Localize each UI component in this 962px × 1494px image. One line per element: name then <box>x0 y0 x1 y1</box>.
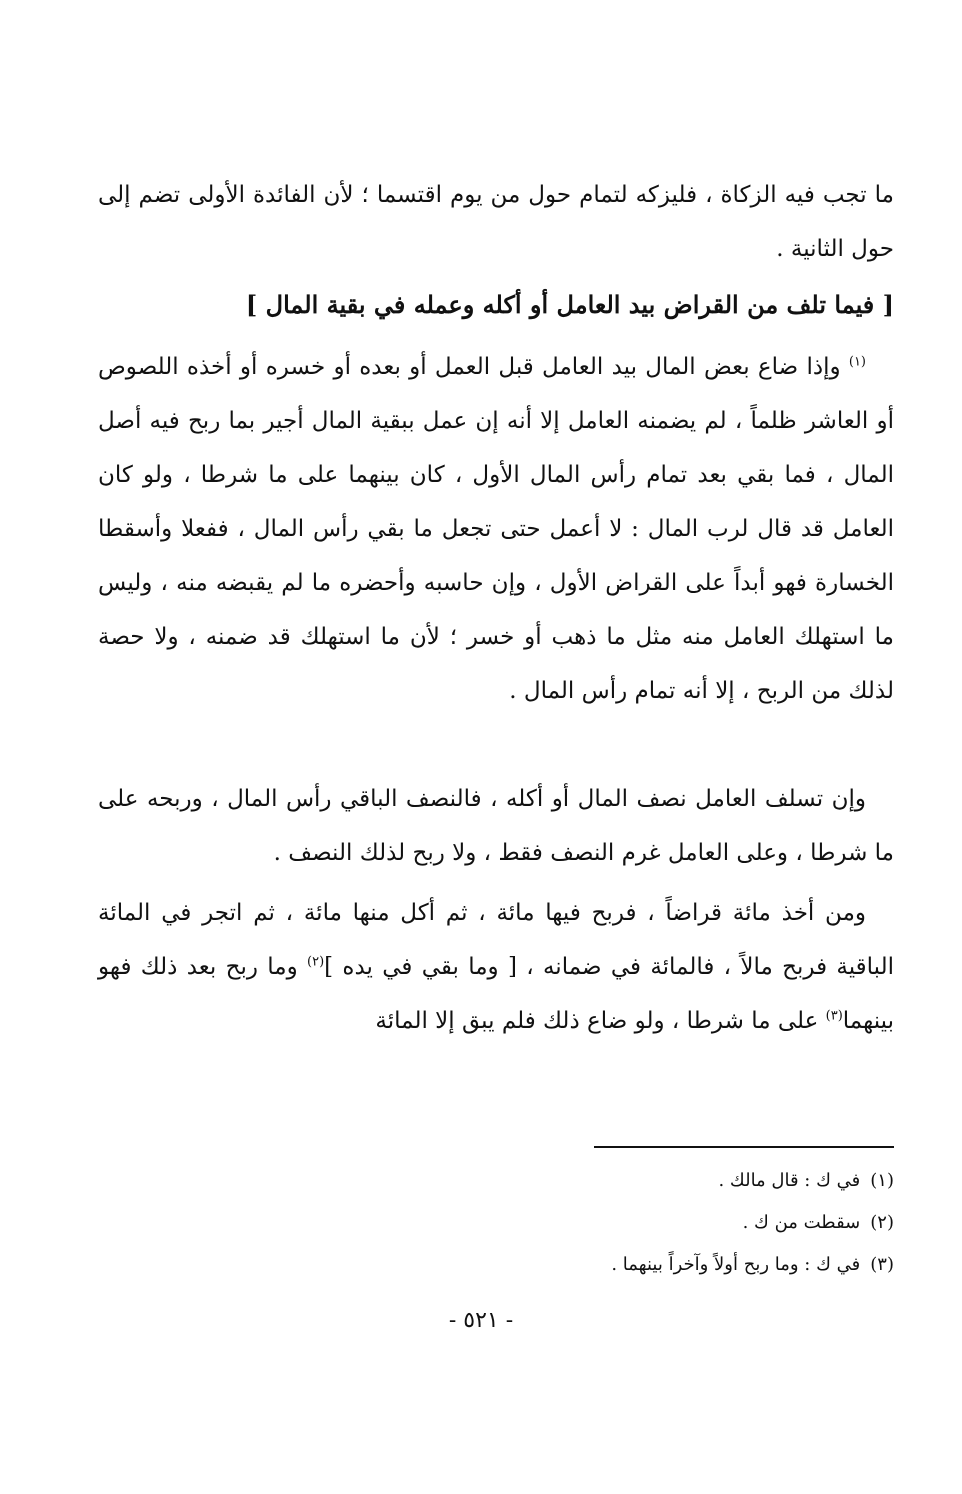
paragraph-borrowed-half <box>98 772 894 880</box>
footnote-ref-1[interactable]: (١) <box>848 354 866 370</box>
paragraph-text: على ما شرطا ، ولو ضاع ذلك فلم يبق إلا المائة <box>375 1008 826 1034</box>
paragraph-text: وإذا ضاع بعض المال بيد العامل قبل العمل أو بعده أو خسره أو أخذه اللصوص أو العاشر ظلماً ، لم يضمنه العامل إلا أنه إن عمل ببقية المال أجير بما ربح فيه أصل المال ، فما بقي بعد تمام رأس المال الأول ، كان بينهما على ما شرطا ، ولو كان العامل قد قال لرب المال : لا أعمل حتى تجعل ما بقي رأس المال ، ففعلا وأسقطا الخسارة فهو أبداً على القراض الأول ، وإن حاسبه وأحضره ما لم يقبضه منه ، وليس ما استهلك العامل منه مثل ما ذهب أو خسر ؛ لأن ما استهلك قد ضمنه ، ولا حصة لذلك من الربح ، إلا أنه تمام رأس المال . <box>98 354 894 704</box>
paragraph-hundred-example <box>98 886 894 1048</box>
footnote-text: في ك : وما ربح أولاً وآخراً بينهما . <box>611 1254 861 1275</box>
footnote-ref-2[interactable]: (٢) <box>307 954 325 970</box>
footnote-3 <box>98 1244 894 1286</box>
footnote-divider <box>594 1146 894 1148</box>
paragraph-text: ما تجب فيه الزكاة ، فليزكه لتمام حول من يوم اقتسما ؛ لأن الفائدة الأولى تضم إلى حول الثانية . <box>98 182 894 262</box>
paragraph-text: وما ربح بعد ذلك فهو بينهما <box>98 954 894 1034</box>
paragraph-continuation <box>98 168 894 276</box>
section-heading: [ فيما تلف من القراض بيد العامل أو أكله وعمله في بقية المال ] <box>245 290 894 319</box>
footnote-number: (١) <box>870 1170 894 1191</box>
footnote-1 <box>98 1160 894 1202</box>
page-number: - ٥٢١ - <box>448 1308 514 1333</box>
footnote-2 <box>98 1202 894 1244</box>
paragraph-text: وإن تسلف العامل نصف المال أو أكله ، فالنصف الباقي رأس المال ، وربحه على ما شرطا ، وعلى العامل غرم النصف فقط ، ولا ربح لذلك النصف . <box>98 786 894 866</box>
footnote-number: (٣) <box>870 1254 894 1275</box>
footnote-number: (٢) <box>870 1212 894 1233</box>
paragraph-text: ومن أخذ مائة قراضاً ، فربح فيها مائة ، ثم أكل منها مائة ، ثم اتجر في المائة الباقية فربح مالاً ، فالمائة في ضمانه ، [ وما بقي في يده ] <box>98 900 894 980</box>
footnote-ref-3[interactable]: (٣) <box>825 1008 843 1024</box>
footnote-text: سقطت من ك . <box>742 1212 861 1233</box>
footnote-text: في ك : قال مالك . <box>718 1170 861 1191</box>
footnotes <box>98 1160 894 1286</box>
paragraph-lost-capital <box>98 340 894 718</box>
